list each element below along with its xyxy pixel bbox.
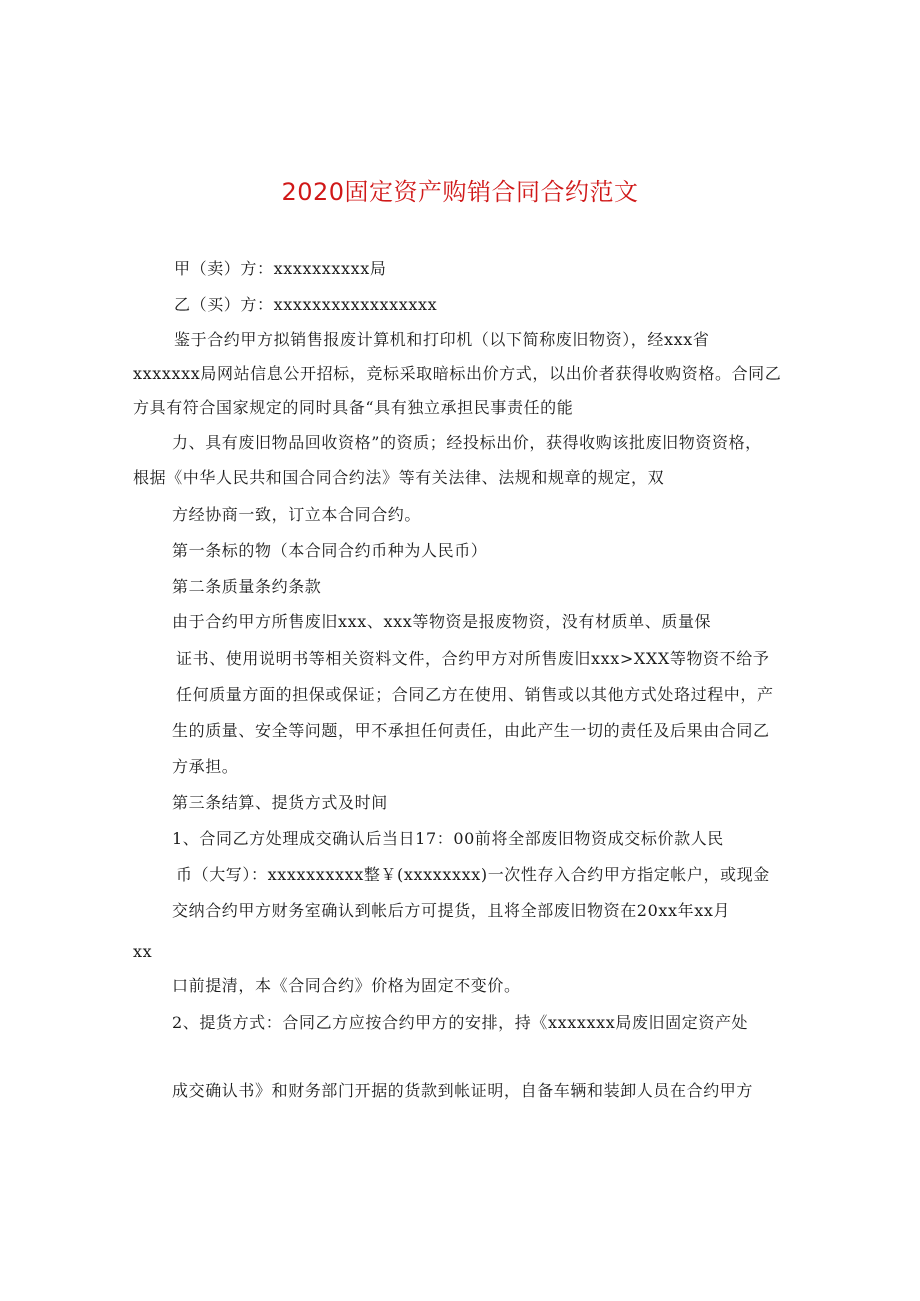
document-title: 2020固定资产购销合同合约范文	[281, 178, 639, 206]
paragraph-line: 交纳合约甲方财务室确认到帐后方可提货，且将全部废旧物资在20xx年xx月	[172, 901, 731, 920]
paragraph-line: 1、合同乙方处理成交确认后当日17：00前将全部废旧物资成交标价款人民	[172, 829, 724, 848]
paragraph-line: 方承担。	[172, 757, 239, 776]
paragraph-line: 鉴于合约甲方拟销售报废计算机和打印机（以下简称废旧物资），经xxx省	[174, 330, 710, 349]
section-heading: 第一条标的物（本合同合约币种为人民币）	[172, 541, 488, 560]
paragraph-line: 甲（卖）方：xxxxxxxxxx局	[174, 259, 387, 278]
paragraph-line: 方经协商一致，订立本合同合约。	[172, 505, 422, 524]
paragraph-line: 币（大写）：xxxxxxxxxx整￥(xxxxxxxx)一次性存入合约甲方指定帐户，或现金	[176, 865, 770, 884]
section-heading: 第二条质量条约条款	[172, 577, 322, 596]
paragraph-line: 任何质量方面的担保或保证；合同乙方在使用、销售或以其他方式处珞过程中，产	[176, 685, 774, 704]
paragraph-line: 力、具有废旧物品回收资格”的资质；经投标出价，获得收购该批废旧物资资格，	[172, 433, 762, 452]
paragraph-line: xx	[133, 942, 153, 961]
paragraph-line: 方具有符合国家规定的同时具备“具有独立承担民事责任的能	[133, 398, 574, 417]
paragraph-line: 2、提货方式：合同乙方应按合约甲方的安排，持《xxxxxxx局废旧固定资产处	[172, 1013, 749, 1032]
paragraph-line: xxxxxxx局网站信息公开招标，竞标采取暗标出价方式，以出价者获得收购资格。合同乙	[133, 364, 782, 383]
paragraph-line: 乙（买）方：xxxxxxxxxxxxxxxxx	[174, 295, 438, 314]
paragraph-line: 根据《中华人民共和国合同合约法》等有关法律、法规和规章的规定，双	[133, 468, 665, 487]
paragraph-line: 证书、使用说明书等相关资料文件，合约甲方对所售废旧xxx>XXX等物资不给予	[176, 649, 770, 668]
paragraph-line: 生的质量、安全等问题，甲不承担任何责任，由此产生一切的责任及后果由合同乙	[172, 721, 770, 740]
paragraph-line: 口前提清，本《合同合约》价格为固定不变价。	[172, 976, 521, 995]
section-heading: 第三条结算、提货方式及时间	[172, 793, 388, 812]
paragraph-line: 由于合约甲方所售废旧xxx、xxx等物资是报废物资，没有材质单、质量保	[172, 612, 712, 631]
paragraph-line: 成交确认书》和财务部门开据的货款到帐证明，自备车辆和装卸人员在合约甲方	[172, 1081, 754, 1100]
